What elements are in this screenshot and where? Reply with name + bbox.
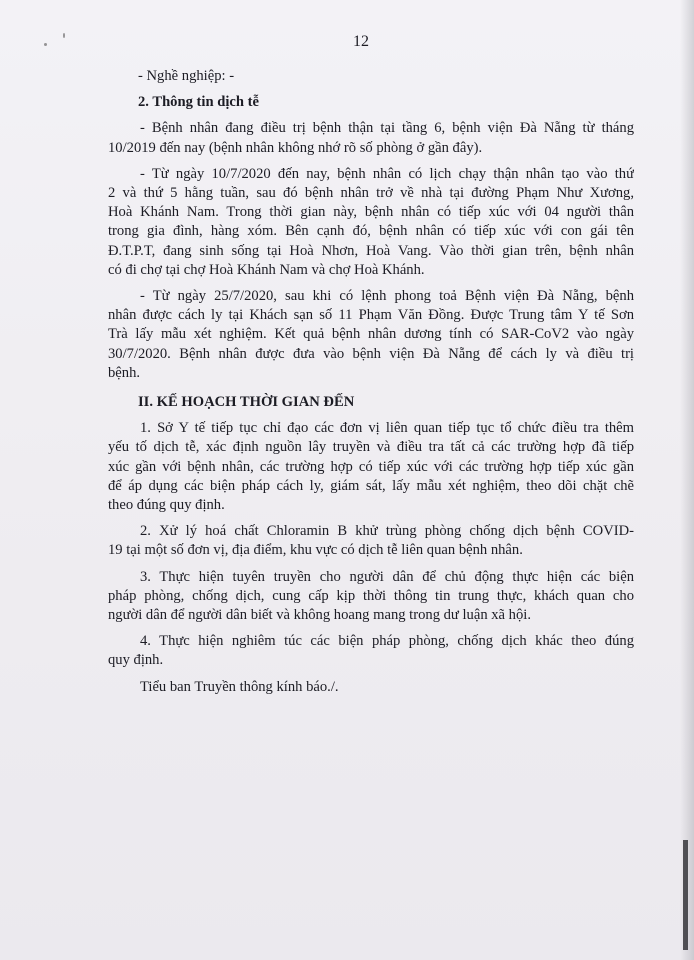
paragraph-line: 1. Sở Y tế tiếp tục chỉ đạo các đơn vị liên quan tiếp tục tổ chức điều tra thêm — [140, 420, 634, 437]
occupation-line: - Nghề nghiệp: - — [138, 68, 235, 84]
paragraph-line: xúc gần với bệnh nhân, các trường hợp có tiếp xúc với các trường hợp tiếp xúc gần — [108, 458, 634, 475]
paragraph-line: 19 tại một số đơn vị, địa điểm, khu vực có dịch tễ liên quan bệnh nhân. — [108, 542, 523, 559]
paragraph-line: Trà lấy mẫu xét nghiệm. Kết quả bệnh nhân dương tính có SAR-CoV2 vào ngày — [108, 326, 634, 343]
paragraph-line: pháp phòng, chống dịch, cung cấp kịp thời thông tin trung thực, khách quan cho — [108, 587, 634, 604]
paragraph-line: theo đúng quy định. — [108, 497, 225, 514]
paragraph-line: Đ.T.P.T, đang sinh sống tại Hoà Nhơn, Hoà Vang. Vào thời gian trên, bệnh nhân — [108, 242, 634, 259]
paragraph-line: bệnh. — [108, 364, 141, 381]
document-body — [108, 67, 634, 697]
paragraph-line: - Bệnh nhân đang điều trị bệnh thận tại tầng 6, bệnh viện Đà Nẵng từ tháng — [140, 120, 634, 137]
page-edge-shadow — [680, 0, 694, 960]
paragraph-line: trong gia đình, hàng xóm. Bên cạnh đó, bệnh nhân có tiếp xúc với con gái tên — [108, 223, 634, 240]
paragraph-line: 30/7/2020. Bệnh nhân được đưa vào bệnh viện Đà Nẵng để cách ly và điều trị — [108, 345, 634, 362]
paragraph-line: 2 và thứ 5 hằng tuần, sau đó bệnh nhân trở về nhà tại đường Phạm Như Xương, — [108, 185, 634, 202]
paragraph-line: nhân được cách ly tại Khách sạn số 11 Phạm Văn Đồng. Được Trung tâm Y tế Sơn — [108, 307, 634, 324]
section-ii-title: II. KẾ HOẠCH THỜI GIAN ĐẾN — [138, 394, 355, 411]
paragraph-quarantine-result — [108, 287, 634, 383]
paragraph-dialysis-contacts — [108, 165, 634, 280]
paragraph-line: để áp dụng các biện pháp cách ly, giám sát, lấy mẫu xét nghiệm, theo dõi chặt chẽ — [108, 477, 634, 494]
paragraph-line: 2. Xử lý hoá chất Chloramin B khử trùng phòng chống dịch bệnh COVID- — [140, 523, 634, 540]
scan-edge-mark — [683, 840, 688, 950]
paragraph-line: quy định. — [108, 652, 164, 669]
paragraph-line: người dân để người dân biết và không hoang mang trong dư luận xã hội. — [108, 607, 531, 624]
plan-item-1 — [108, 419, 634, 515]
paragraph-line: 4. Thực hiện nghiêm túc các biện pháp phòng, chống dịch khác theo đúng — [140, 633, 634, 650]
paragraph-line: 3. Thực hiện tuyên truyền cho người dân để chủ động thực hiện các biện — [140, 568, 634, 585]
paragraph-hospital-treatment — [108, 119, 634, 157]
plan-item-3 — [108, 568, 634, 626]
paragraph-line: có đi chợ tại chợ Hoà Khánh Nam và chợ Hoà Khánh. — [108, 261, 425, 278]
section-2-title: 2. Thông tin dịch tễ — [138, 94, 259, 111]
paragraph-line: - Từ ngày 25/7/2020, sau khi có lệnh phong toả Bệnh viện Đà Nẵng, bệnh — [140, 288, 634, 305]
closing-line: Tiểu ban Truyền thông kính báo./. — [140, 678, 339, 695]
paragraph-line: Hoà Khánh Nam. Trong thời gian này, bệnh nhân có tiếp xúc với 04 người thân — [108, 204, 634, 221]
plan-item-4 — [108, 632, 634, 670]
paragraph-line: - Từ ngày 10/7/2020 đến nay, bệnh nhân có lịch chạy thận nhân tạo vào thứ — [140, 165, 634, 182]
paragraph-line: yếu tố dịch tễ, xác định nguồn lây truyền và điều tra tất cả các trường hợp đã tiếp — [108, 439, 634, 456]
page-number: 12 — [353, 33, 369, 50]
paragraph-line: 10/2019 đến nay (bệnh nhân không nhớ rõ số phòng ở gần đây). — [108, 139, 483, 156]
plan-item-2 — [108, 522, 634, 560]
